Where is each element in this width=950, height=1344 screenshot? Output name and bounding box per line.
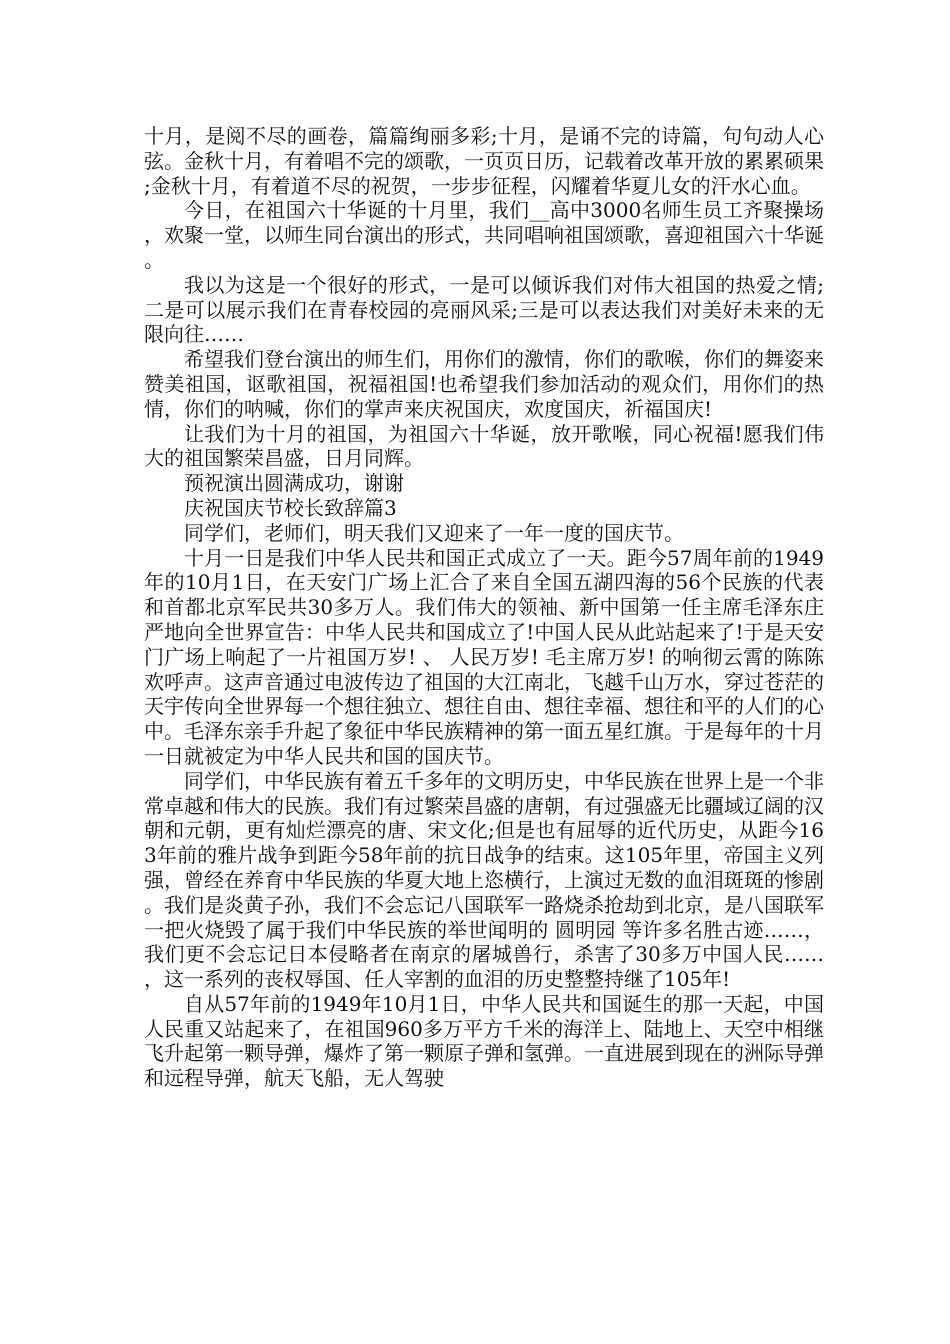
paragraph: 自从57年前的1949年10月1日，中华人民共和国诞生的那一天起，中国人民重又站起来了，在祖国960多万平方千米的海洋上、陆地上、天空中相继飞升起第一颗导弹，爆炸了第一颗原子弹和氢弹。一直进展到现在的洲际导弹和远程导弹，航天飞船，无人驾驶	[144, 991, 824, 1091]
paragraph: 十月一日是我们中华人民共和国正式成立了一天。距今57周年前的1949年的10月1日，在天安门广场上汇合了来自全国五湖四海的56个民族的代表和首都北京军民共30多万人。我们伟大的领袖、新中国第一任主席毛泽东庄严地向全世界宣告：中华人民共和国成立了!中国人民从此站起来了!于是天安门广场上响起了一片祖国万岁! 、 人民万岁! 毛主席万岁! 的响彻云霄的陈陈欢呼声。这声音通过电波传边了祖国的大江南北，飞越千山万水，穿过苍茫的天宇传向全世界每一个想往独立、想往自由、想往幸福、想往和平的人们的心中。毛泽东亲手升起了象征中华民族精神的第一面五星红旗。于是每年的十月一日就被定为中华人民共和国的国庆节。	[144, 545, 824, 768]
paragraph: 预祝演出圆满成功，谢谢	[184, 471, 404, 496]
paragraph: 我以为这是一个很好的形式，一是可以倾诉我们对伟大祖国的热爱之情;二是可以展示我们在青春校园的亮丽风采;三是可以表达我们对美好未来的无限向往……	[144, 272, 824, 347]
paragraph: 希望我们登台演出的师生们，用你们的激情，你们的歌喉，你们的舞姿来赞美祖国，讴歌祖国，祝福祖国!也希望我们参加活动的观众们，用你们的热情，你们的呐喊，你们的掌声来庆祝国庆，欢度国庆，祈福国庆!	[144, 347, 824, 421]
paragraph: 同学们，中华民族有着五千多年的文明历史，中华民族在世界上是一个非常卓越和伟大的民族。我们有过繁荣昌盛的唐朝，有过强盛无比疆域辽阔的汉朝和元朝，更有灿烂漂亮的唐、宋文化;但是也有屈辱的近代历史，从距今163年前的雅片战争到距今58年前的抗日战争的结束。这105年里，帝国主义列强，曾经在养育中华民族的华夏大地上恣横行，上演过无数的血泪斑斑的惨剧。我们是炎黄子孙，我们不会忘记八国联军一路烧杀抢劫到北京，是八国联军一把火烧毁了属于我们中华民族的举世闻明的 圆明园 等许多名胜古迹……，我们更不会忘记日本侵略者在南京的屠城兽行，杀害了30多万中国人民……，这一系列的丧权辱国、任人宰割的血泪的历史整整持继了105年!	[144, 768, 824, 992]
paragraph: 让我们为十月的祖国，为祖国六十华诞，放开歌喉，同心祝福!愿我们伟大的祖国繁荣昌盛，日月同辉。	[144, 421, 824, 471]
paragraph: 今日，在祖国六十华诞的十月里，我们__高中3000名师生员工齐聚操场，欢聚一堂，以师生同台演出的形式，共同唱响祖国颂歌，喜迎祖国六十华诞。	[144, 198, 824, 272]
paragraph: 庆祝国庆节校长致辞篇3	[184, 495, 397, 520]
paragraph: 同学们，老师们，明天我们又迎来了一年一度的国庆节。	[184, 520, 684, 545]
paragraph: 十月，是阅不尽的画卷，篇篇绚丽多彩;十月，是诵不完的诗篇，句句动人心弦。金秋十月，有着唱不完的颂歌，一页页日历，记载着改革开放的累累硕果;金秋十月，有着道不尽的祝贺，一步步征程，闪耀着华夏儿女的汗水心血。	[144, 124, 824, 198]
document-body	[144, 124, 824, 1091]
